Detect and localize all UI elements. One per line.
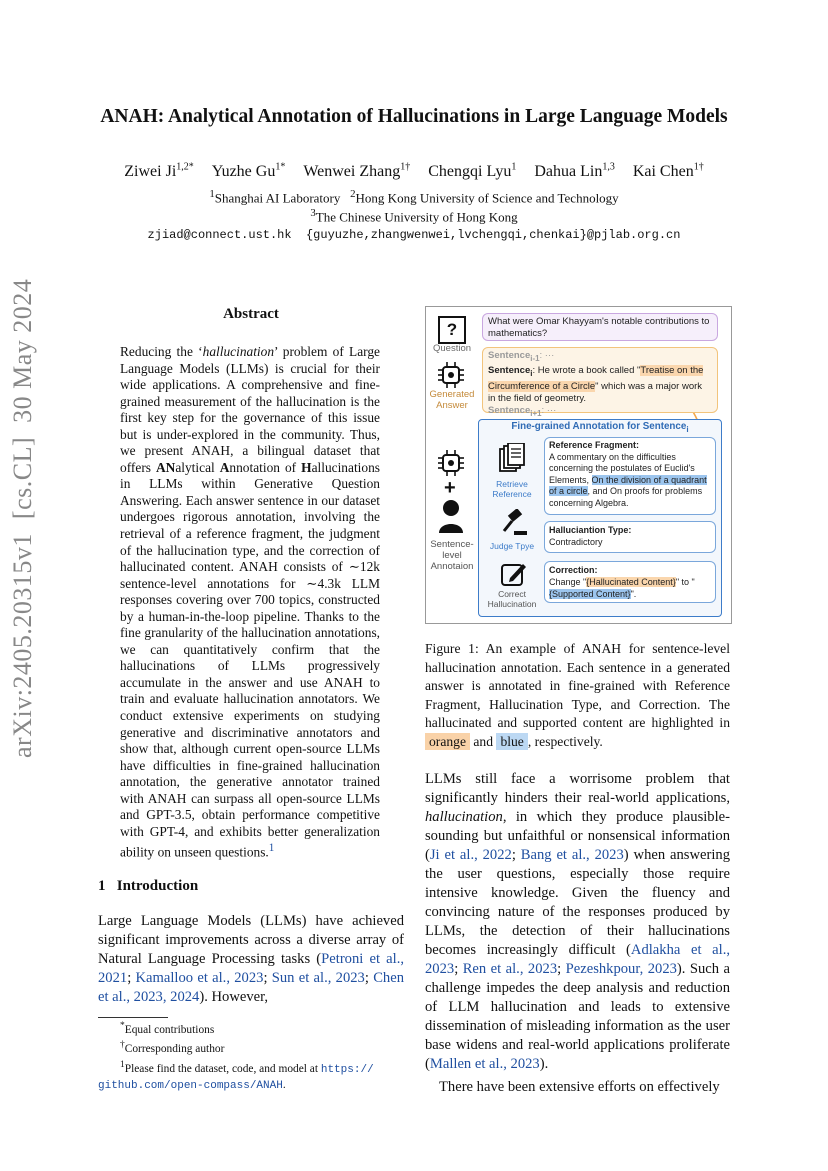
generated-answer-label: Generated Answer	[429, 389, 475, 411]
author-name: Kai Chen$^{1\dagger}$	[632, 162, 704, 181]
author-emails: zjiad@connect.ust.hk {guyuzhe,zhangwenwei,lvchengqi,chenkai}@pjlab.org.cn	[147, 228, 681, 242]
author-name: Ziwei $Ji^{1,2*}$	[124, 162, 194, 181]
citation-link[interactable]: Chen et al., 2023, 2024	[98, 970, 404, 1005]
annotation-label: Sentence-level Annotaion	[430, 539, 474, 572]
citation-link[interactable]: Adlakha et al., 2023	[425, 942, 730, 977]
human-annotator-icon	[438, 499, 464, 535]
section-heading: 1 Introduction	[98, 878, 199, 894]
affiliation-line-1: $^1$Shanghai AI Laboratory $^2$Hong Kong University of Science and Technology	[209, 188, 619, 206]
citation-link[interactable]: Mallen et al., 2023	[429, 1056, 540, 1072]
figure-caption: Figure 1: An example of ANAH for sentence-level hallucination annotation. Each sentence in a generated answer is annotated in fine-grained with Reference Fragment, Hallucination Type, and Correction. The hallucinated and supported content are highlighted in orange and blue , respectively.	[425, 641, 730, 749]
dataset-link-cont[interactable]: github.com/open-compass/ANAH	[98, 1079, 283, 1092]
abstract-text: Reducing the ‘hallucination’ problem of Large Language Models (LLMs) is crucial for their wide applications. A comprehensive and fine-grained measurement of the hallucination is the first key step for the governance of this issue but is under-explored in the community. Thus, we present ANAH, a bilingual dataset that offers ANalytical Annotation of Hallucinations in LLMs within Generative Question Answering. Each answer sentence in our dataset undergoes rigorous annotation, involving the retrieval of a reference fragment, the judgment of the hallucination type, and the correction of hallucinated content. ANAH consists of ∼12k sentence-level annotations for ∼4.3k LLM responses covering over 700 topics, constructed by a human-in-the-loop pipeline. Thanks to the fine granularity of the hallucination annotations, we can quantitatively confirm that the hallucinations of LLMs progressively accumulate in the answer and use ANAH to train and evaluate hallucination annotators. We conduct extensive experiments on studying generative and discriminative annotators and show that, although current open-source LLMs have difficulties in fine-grained hallucination annotation, the generative annotator trained with ANAH can surpass all open-source LLMs and GPT-3.5, obtain performance competitive with GPT-4, and exhibits better generalization ability on unseen questions.$^1$	[120, 344, 380, 860]
citation-link[interactable]: Ji et al., 2022	[429, 847, 512, 863]
hallucinated-span: Treatise on the Circumference of a Circle	[488, 365, 704, 392]
fine-grained-title: Fine-grained Annotation for Sentence$_i$	[511, 421, 689, 434]
reference-fragment-box: Reference Fragment: A commentary on the difficulties concerning the postulates of Euclid's Elements, On the division of a quadrant of a circle, and On proofs for problems concerning Algebra.	[544, 437, 716, 515]
citation-link[interactable]: Sun et al., 2023	[271, 970, 365, 986]
author-list	[0, 162, 828, 181]
question-icon: ?	[438, 316, 466, 344]
citation-link[interactable]: Pezeshkpour, 2023	[565, 961, 677, 977]
edit-icon	[500, 561, 528, 587]
intro-paragraph-left: Large Language Models (LLMs) have achieved significant improvements across a diverse array of Natural Language Processing tasks (Petroni et al., 2021; Kamalloo et al., 2023; Sun et al., 2023; Chen et al., 2023, 2024). However,	[98, 913, 404, 1005]
citation-link[interactable]: Petroni et al., 2021	[98, 951, 404, 986]
intro-paragraph-right: LLMs still face a worrisome problem that significantly hinders their real-world applications, hallucination, in which they produce plausible-sounding but unfaithful or nonsensical information (Ji et al., 2022; Bang et al., 2023) when answering the user questions, especially those require intensive knowledge. Given the fluency and convincing nature of the responses produced by LLMs, the detection of their hallucinations becomes increasingly difficult (Adlakha et al., 2023; Ren et al., 2023; Pezeshkpour, 2023). Such a challenge impedes the deep analysis and reduction of LLM hallucination and leads to extensive dissemination of misleading information as the user base widens and real-world applications proliferate (Mallen et al., 2023). There have been extensive efforts on effectively	[425, 771, 730, 1095]
citation-link[interactable]: Kamalloo et al., 2023	[135, 970, 264, 986]
supported-span: On the division of a quadrant of a circle	[549, 474, 707, 497]
footnote-divider	[98, 1017, 168, 1018]
correct-label: Correct Hallucination	[487, 589, 537, 609]
author-name: Dahua Lin$^{1,3}$	[534, 162, 615, 181]
plus-icon: +	[444, 477, 456, 499]
figure-1	[425, 306, 732, 624]
footnotes: *Equal contributions †Corresponding author $^1$Please find the dataset, code, and model at https:// github.com/open-compass/ANAH.	[98, 1021, 374, 1092]
llm-chip-icon	[436, 361, 466, 389]
abstract-heading: Abstract	[223, 306, 279, 322]
retrieve-label: Retrieve Reference	[492, 479, 532, 499]
judge-label: Judge Tpye	[489, 541, 535, 551]
citation-link[interactable]: Bang et al., 2023	[520, 847, 624, 863]
retrieve-docs-icon	[498, 443, 526, 475]
paper-title: ANAH: Analytical Annotation of Hallucinations in Large Language Models	[100, 106, 728, 127]
annotator-chip-icon	[436, 449, 466, 477]
author-name: Chengqi Lyu$^1$	[428, 162, 517, 181]
footnote-link[interactable]: 1	[268, 842, 275, 855]
question-box: What were Omar Khayyam's notable contributions to mathematics?	[482, 313, 718, 341]
affiliation-line-2: $^3$The Chinese University of Hong Kong	[310, 207, 518, 225]
author-name: Wenwei Zhang$^{1\dagger}$	[303, 162, 411, 181]
dataset-link[interactable]: https://	[320, 1063, 374, 1076]
question-label: Question	[432, 343, 472, 354]
hallucination-type-box: Halluciantion Type: Contradictory	[544, 521, 716, 553]
arxiv-stamp: arXiv:2405.20315v1 [cs.CL] 30 May 2024	[8, 278, 37, 758]
generated-answer-box: Sentence$_{i-1}$: ··· Sentence$_i$: He wrote a book called "Treatise on the Circumference of a Circle" which was a major work in the field of geometry. Sentence$_{i+1}$: ···	[482, 347, 718, 413]
author-name: Yuzhe $Gu^{1*}$	[211, 162, 286, 181]
citation-link[interactable]: Ren et al., 2023	[462, 961, 558, 977]
correction-box: Correction: Change "{Hallucinated Content}" to " {Supported Content}".	[544, 561, 716, 603]
gavel-icon	[500, 509, 528, 537]
